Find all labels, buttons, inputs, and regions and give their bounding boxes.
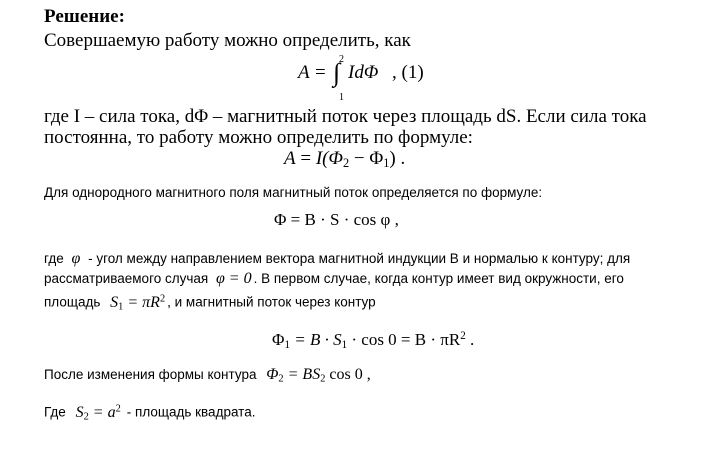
phi-zero-math: φ = 0 bbox=[215, 270, 252, 287]
para6-prefix: Где bbox=[44, 404, 66, 420]
para4-case-text: рассматриваемого случая bbox=[44, 271, 209, 286]
integral-sign: ∫ bbox=[333, 58, 341, 87]
angle-description-line-1 bbox=[44, 250, 630, 268]
formula4-phi: Φ bbox=[272, 330, 285, 350]
angle-description-line-2 bbox=[44, 270, 624, 288]
formula2-sub1: 1 bbox=[383, 156, 390, 171]
integral-lower-limit: 1 bbox=[339, 92, 344, 103]
formula1-integrand: IdΦ bbox=[348, 62, 379, 83]
solution-heading: Решение: bbox=[44, 6, 125, 27]
shape-change-line bbox=[44, 366, 371, 385]
formula4-end: . bbox=[465, 330, 475, 350]
formula4-rest: · cos 0 = B · πR bbox=[347, 330, 461, 350]
formula2-rhs: I(Φ bbox=[315, 148, 343, 169]
square-area-line bbox=[44, 403, 255, 422]
intro-text: Совершаемую работу можно определить, как bbox=[44, 30, 411, 51]
formula2-eq: = bbox=[300, 148, 312, 169]
formula2-lhs: A bbox=[284, 148, 296, 169]
para5-text: После изменения формы контура bbox=[44, 367, 257, 382]
formula2-sub2: 2 bbox=[342, 156, 350, 171]
circle-area-math bbox=[104, 294, 167, 311]
formula4-s-sub: 1 bbox=[341, 338, 348, 351]
para5-end: cos 0 , bbox=[325, 366, 371, 383]
formula1-lhs: A bbox=[298, 62, 310, 83]
area-pi-r: = πR bbox=[123, 293, 160, 311]
para6-S: S bbox=[75, 403, 84, 421]
formula-work-constant-current bbox=[284, 148, 405, 171]
formula2-close: ) . bbox=[389, 148, 406, 169]
formula4-mid: = B · S bbox=[289, 330, 342, 350]
para4-flux-text: , и магнитный поток через контур bbox=[167, 294, 376, 310]
area-r-sup: 2 bbox=[159, 293, 166, 304]
para5-phi-sub: 2 bbox=[278, 373, 284, 385]
flux-square-math bbox=[260, 366, 371, 383]
para6-suffix: - площадь квадрата. bbox=[126, 404, 256, 420]
area-S: S bbox=[110, 293, 119, 311]
para6-a-sup: 2 bbox=[115, 403, 121, 414]
definition-line-2: постоянна, то работу можно определить по формуле: bbox=[44, 127, 473, 148]
para5-s-sub: 2 bbox=[320, 373, 326, 385]
formula1-number: , (1) bbox=[392, 62, 424, 83]
formula1-eq: = bbox=[315, 62, 326, 83]
square-area-math bbox=[70, 404, 127, 421]
para4-first-case-text: . В первом случае, когда контур имеет вид окружности, его bbox=[253, 271, 624, 286]
integral-upper-limit: 2 bbox=[339, 54, 344, 65]
formula-flux-circle bbox=[272, 330, 474, 351]
para5-phi: Φ bbox=[266, 366, 279, 383]
area-description-line bbox=[44, 293, 376, 312]
para4-area-label: площадь bbox=[44, 294, 101, 310]
formula4-sup: 2 bbox=[460, 330, 466, 342]
para6-S-sub: 2 bbox=[83, 411, 89, 423]
formula4-phi-sub: 1 bbox=[284, 338, 290, 351]
area-S-sub: 1 bbox=[118, 301, 124, 313]
para4-gde: где bbox=[44, 251, 64, 266]
formula2-minus: − Φ bbox=[349, 148, 384, 169]
formula-flux: Φ = B · S · cos φ , bbox=[274, 210, 399, 229]
phi-symbol: φ bbox=[71, 250, 81, 267]
flux-intro-text: Для однородного магнитного поля магнитный поток определяется по формуле: bbox=[44, 185, 543, 200]
para4-angle-text: - угол между направлением вектора магнитной индукции В и нормалью к контуру; для bbox=[88, 251, 631, 266]
para6-eq-a: = a bbox=[88, 403, 116, 421]
definition-line-1: где I – сила тока, dΦ – магнитный поток через площадь dS. Если сила тока bbox=[44, 106, 647, 127]
para5-bs: = BS bbox=[283, 366, 321, 383]
